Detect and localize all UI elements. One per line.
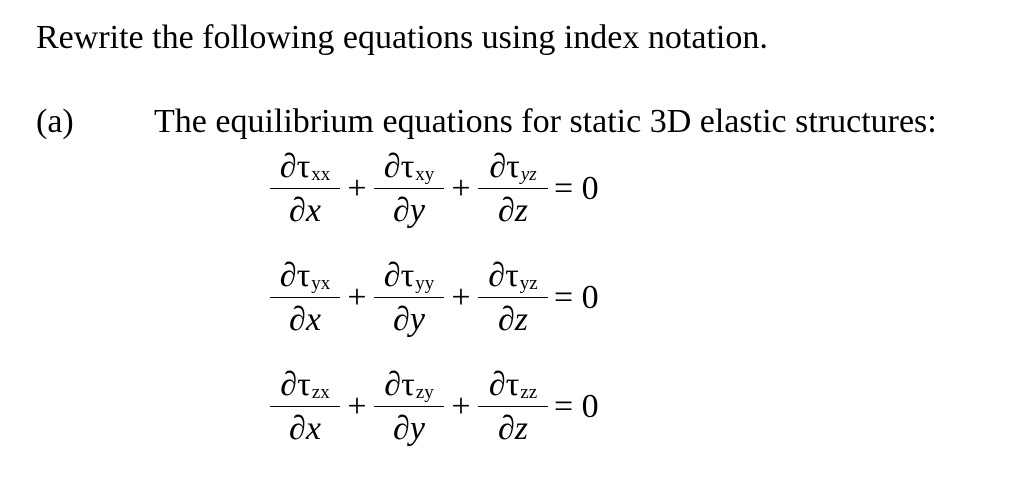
- numerator: [280, 365, 329, 405]
- partial-symbol: ∂: [279, 257, 297, 294]
- variable: x: [305, 301, 321, 338]
- numerator: [489, 147, 536, 187]
- equation-1: [270, 146, 599, 232]
- partial-symbol: ∂: [383, 148, 401, 185]
- partial-symbol: ∂: [289, 410, 306, 447]
- denominator: [289, 191, 321, 231]
- partial-symbol: ∂: [279, 148, 297, 185]
- tau-symbol: τ: [400, 257, 415, 294]
- variable: x: [305, 192, 321, 229]
- partial-symbol: ∂: [383, 257, 401, 294]
- variable: x: [305, 410, 321, 447]
- numerator: [488, 256, 537, 296]
- partial-symbol: ∂: [289, 301, 306, 338]
- tau-symbol: τ: [296, 257, 311, 294]
- subscript: yx: [311, 273, 331, 294]
- partial-symbol: ∂: [497, 410, 515, 447]
- fraction-bar: [478, 188, 548, 189]
- denominator: [289, 409, 321, 449]
- numerator: [384, 365, 433, 405]
- partial-symbol: ∂: [393, 192, 410, 229]
- partial-symbol: ∂: [384, 366, 402, 403]
- fraction-term: [374, 147, 444, 231]
- subscript: yz: [520, 164, 537, 185]
- partial-symbol: ∂: [497, 301, 515, 338]
- plus-sign: +: [451, 279, 471, 316]
- subscript: zy: [415, 382, 434, 403]
- subscript: xy: [415, 164, 435, 185]
- tau-symbol: τ: [506, 148, 520, 185]
- variable: z: [514, 192, 529, 229]
- denominator: [393, 191, 425, 231]
- partial-symbol: ∂: [289, 192, 306, 229]
- instruction-text: Rewrite the following equations using index notation.: [36, 19, 768, 56]
- denominator: [498, 300, 528, 340]
- denominator: [498, 409, 528, 449]
- denominator: [393, 409, 425, 449]
- equation-3: [270, 364, 599, 450]
- fraction-term: [270, 365, 340, 449]
- fraction-bar: [478, 406, 548, 407]
- variable: z: [514, 301, 529, 338]
- variable: y: [409, 301, 425, 338]
- fraction-term: [270, 147, 340, 231]
- plus-sign: +: [347, 170, 367, 207]
- fraction-term: [478, 147, 548, 231]
- fraction-term: [374, 256, 444, 340]
- part-label: (a): [36, 103, 74, 140]
- numerator: [280, 256, 330, 296]
- numerator: [280, 147, 330, 187]
- fraction-term: [478, 256, 548, 340]
- tau-symbol: τ: [296, 148, 311, 185]
- denominator: [393, 300, 425, 340]
- partial-symbol: ∂: [393, 301, 410, 338]
- partial-symbol: ∂: [280, 366, 298, 403]
- fraction-term: [374, 365, 444, 449]
- numerator: [489, 365, 537, 405]
- tau-symbol: τ: [505, 366, 520, 403]
- equals-zero: = 0: [554, 170, 599, 207]
- partial-symbol: ∂: [489, 148, 507, 185]
- variable: y: [409, 410, 425, 447]
- subscript: zz: [520, 382, 538, 403]
- equation-2: [270, 255, 599, 341]
- part-description: The equilibrium equations for static 3D elastic structures:: [154, 103, 937, 140]
- plus-sign: +: [347, 279, 367, 316]
- subscript: yy: [415, 273, 435, 294]
- tau-symbol: τ: [400, 148, 415, 185]
- subscript: xx: [311, 164, 331, 185]
- subscript: yz: [519, 273, 538, 294]
- partial-symbol: ∂: [488, 257, 506, 294]
- variable: y: [409, 192, 425, 229]
- tau-symbol: τ: [505, 257, 519, 294]
- partial-symbol: ∂: [497, 192, 515, 229]
- plus-sign: +: [451, 388, 471, 425]
- tau-symbol: τ: [401, 366, 415, 403]
- partial-symbol: ∂: [488, 366, 506, 403]
- variable: z: [514, 410, 529, 447]
- denominator: [289, 300, 321, 340]
- tau-symbol: τ: [297, 366, 311, 403]
- fraction-term: [270, 256, 340, 340]
- equals-zero: = 0: [554, 279, 599, 316]
- equals-zero: = 0: [554, 388, 599, 425]
- plus-sign: +: [451, 170, 471, 207]
- numerator: [384, 147, 434, 187]
- denominator: [498, 191, 528, 231]
- plus-sign: +: [347, 388, 367, 425]
- fraction-term: [478, 365, 548, 449]
- numerator: [384, 256, 434, 296]
- subscript: zx: [311, 382, 330, 403]
- partial-symbol: ∂: [393, 410, 410, 447]
